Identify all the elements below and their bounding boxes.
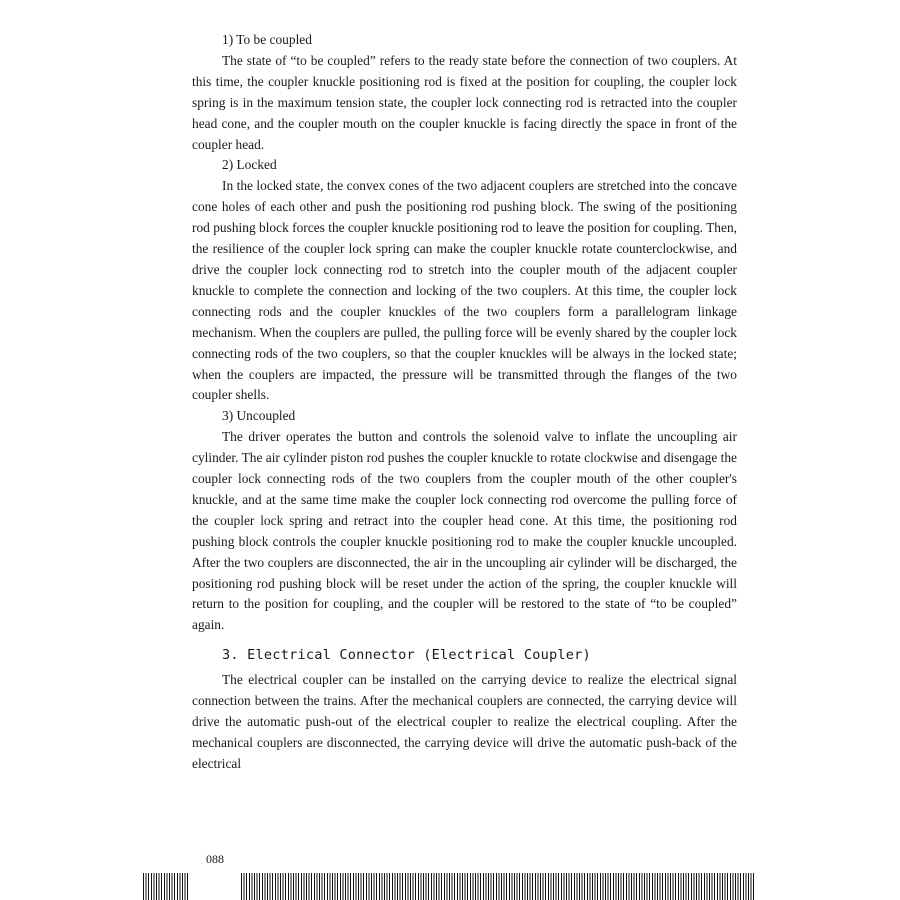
- page-edge-barcode-left: [143, 873, 190, 900]
- subsection-heading-uncoupled: 3) Uncoupled: [222, 408, 296, 424]
- subsection-heading-locked: 2) Locked: [222, 157, 277, 173]
- section-title-electrical-connector: 3. Electrical Connector (Electrical Coupler): [222, 647, 591, 664]
- page-edge-barcode-right: [241, 873, 756, 900]
- subsection-heading-to-be-coupled: 1) To be coupled: [222, 32, 312, 47]
- paragraph-locked: In the locked state, the convex cones of the two adjacent couplers are stretched into the concave cone holes of each other and push the positioning rod pushing block. The swing of the positioning rod pushing block forces the coupler knuckle positioning rod to leave the position for coupling. Then, the resilience of the coupler lock spring can make the coupler knuckle rotate counterclockwise, and drive the coupler lock connecting rod to stretch into the coupler mouth of the adjacent coupler knuckle to complete the connection and locking of the two couplers. At this time, the coupler lock connecting rods and the coupler knuckles of the two couplers form a parallelogram linkage mechanism. When the couplers are pulled, the pulling force will be evenly shared by the coupler lock connecting rods of the two couplers, so that the coupler knuckles will be always in the locked state; when the couplers are impacted, the pressure will be transmitted through the flanges of the two coupler shells.: [192, 178, 737, 403]
- page-content: [192, 30, 737, 775]
- paragraph-to-be-coupled: The state of “to be coupled” refers to the ready state before the connection of two couplers. At this time, the coupler knuckle positioning rod is fixed at the position for coupling, the coupler lock spring is in the maximum tension state, the coupler lock connecting rod is retracted into the coupler head cone, and the coupler mouth on the coupler knuckle is facing directly the space in front of the coupler head.: [192, 52, 737, 152]
- paragraph-uncoupled: The driver operates the button and controls the solenoid valve to inflate the uncoupling air cylinder. The air cylinder piston rod pushes the coupler knuckle to rotate clockwise and disengage the coupler lock connecting rods of the two couplers from the coupler mouth of the other coupler's knuckle, and at the same time make the coupler lock connecting rod overcome the pulling force of the coupler lock spring and retract into the coupler head cone. At this time, the positioning rod pushing block controls the coupler knuckle positioning rod to make the coupler knuckle uncoupled. After the two couplers are disconnected, the air in the uncoupling air cylinder will be discharged, the positioning rod pushing block will be reset under the action of the spring, the coupler knuckle will return to the position for coupling, and the coupler will be restored to the state of “to be coupled” again.: [192, 429, 737, 633]
- page-number: 088: [206, 852, 224, 866]
- paragraph-electrical-connector: The electrical coupler can be installed on the carrying device to realize the electrical signal connection between the trains. After the mechanical couplers are connected, the carrying device will drive the automatic push-out of the electrical coupler to realize the electrical coupling. After the mechanical couplers are disconnected, the carrying device will drive the automatic push-back of the electrical: [192, 672, 737, 771]
